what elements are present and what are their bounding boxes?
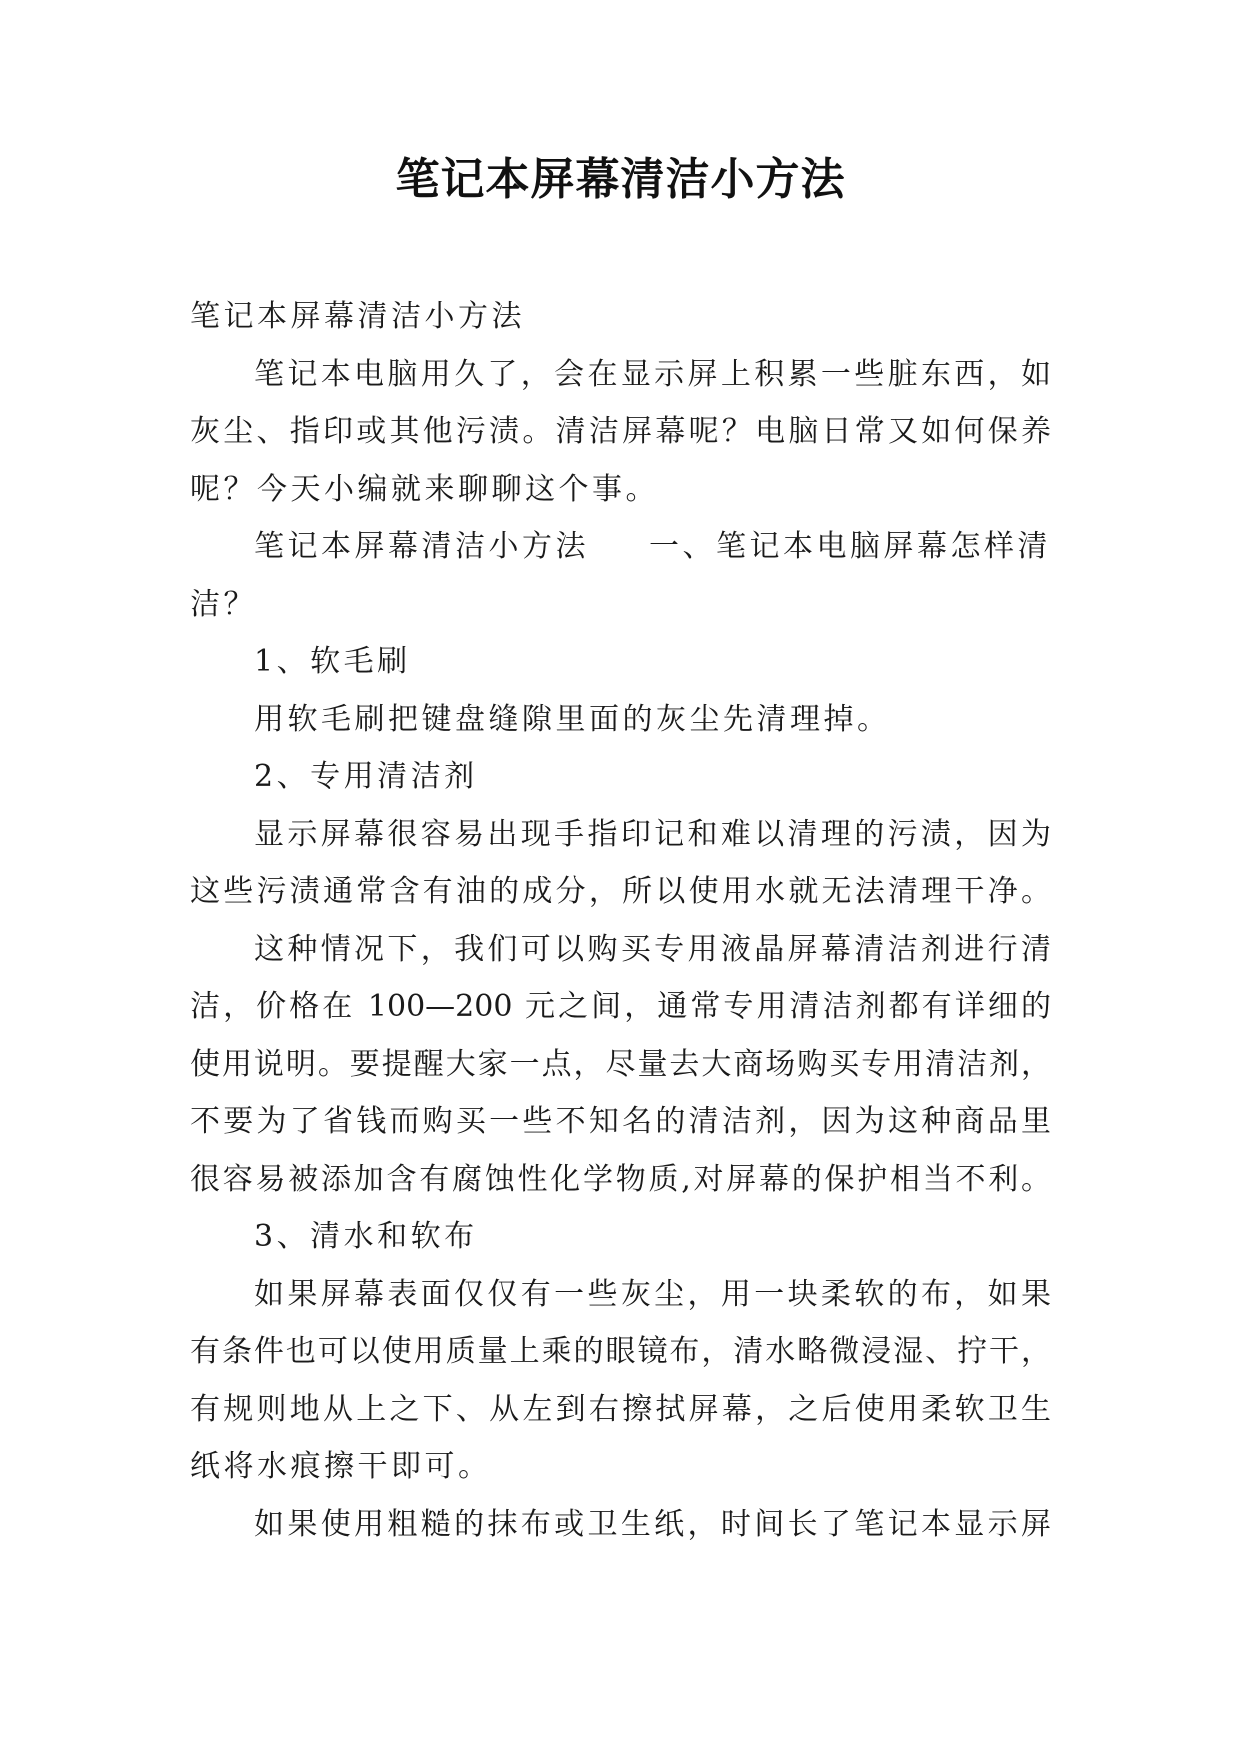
paragraph-heading: 笔记本屏幕清洁小方法 bbox=[190, 299, 525, 334]
subheading: 3、清水和软布 bbox=[254, 1219, 478, 1254]
paragraph-line: 纸将水痕擦干即可。 bbox=[190, 1449, 492, 1484]
subheading: 1、软毛刷 bbox=[254, 644, 411, 679]
paragraph-line: 如果使用粗糙的抹布或卫生纸，时间长了笔记本显示屏 bbox=[254, 1506, 1051, 1542]
paragraph-line: 用软毛刷把键盘缝隙里面的灰尘先清理掉。 bbox=[254, 701, 891, 737]
paragraph-line: 洁，价格在 100—200 元之间，通常专用清洁剂都有详细的 bbox=[190, 989, 1051, 1024]
paragraph-line: 洁？ bbox=[190, 586, 257, 622]
section-label: 笔记本屏幕清洁小方法 bbox=[254, 529, 589, 564]
paragraph-line: 这些污渍通常含有油的成分，所以使用水就无法清理干净。 bbox=[190, 874, 1051, 909]
subheading: 2、专用清洁剂 bbox=[254, 759, 478, 794]
paragraph-line: 如果屏幕表面仅仅有一些灰尘，用一块柔软的布，如果 bbox=[254, 1276, 1051, 1312]
paragraph-line: 很容易被添加含有腐蚀性化学物质,对屏幕的保护相当不利。 bbox=[190, 1161, 1051, 1197]
paragraph-line: 有条件也可以使用质量上乘的眼镜布，清水略微浸湿、拧干， bbox=[190, 1334, 1051, 1369]
paragraph-line bbox=[190, 518, 1051, 576]
section-heading: 一、笔记本电脑屏幕怎样清 bbox=[649, 529, 1051, 564]
document-body bbox=[190, 288, 1051, 1553]
document-title: 笔记本屏幕清洁小方法 bbox=[395, 154, 846, 205]
paragraph-line: 显示屏幕很容易出现手指印记和难以清理的污渍，因为 bbox=[254, 816, 1051, 852]
paragraph-line: 有规则地从上之下、从左到右擦拭屏幕，之后使用柔软卫生 bbox=[190, 1391, 1051, 1427]
paragraph-line: 不要为了省钱而购买一些不知名的清洁剂，因为这种商品里 bbox=[190, 1104, 1051, 1139]
paragraph-line: 灰尘、指印或其他污渍。清洁屏幕呢？电脑日常又如何保养 bbox=[190, 414, 1051, 449]
paragraph-line: 呢？今天小编就来聊聊这个事。 bbox=[190, 471, 659, 507]
paragraph-line: 笔记本电脑用久了，会在显示屏上积累一些脏东西，如 bbox=[254, 356, 1051, 392]
paragraph-line: 这种情况下，我们可以购买专用液晶屏幕清洁剂进行清 bbox=[254, 931, 1051, 967]
paragraph-line: 使用说明。要提醒大家一点，尽量去大商场购买专用清洁剂， bbox=[190, 1046, 1051, 1082]
